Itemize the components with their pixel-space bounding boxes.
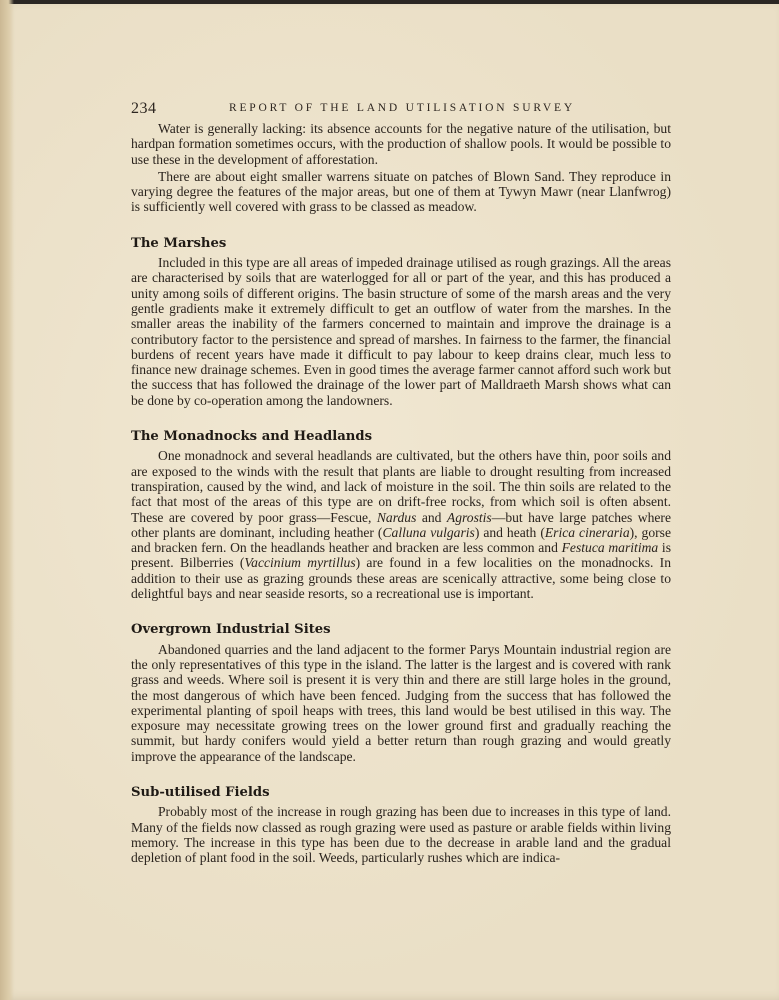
species-name: Festuca maritima [561, 540, 659, 556]
page-top-edge [0, 0, 779, 4]
paragraph: There are about eight smaller warrens situate on patches of Blown Sand. They reproduce in varying degree the features of the major areas, but one of them at Tywyn Mawr (near Llanfwrog) is sufficiently well covered with grass to be classed as meadow. [131, 168, 671, 215]
text-run: is present. Bilberries ( [131, 540, 671, 571]
body-text [131, 121, 671, 865]
paragraph: Water is generally lacking: its absence accounts for the negative nature of the utilisation, but hardpan formation sometimes occurs, with the production of shallow pools. It would be possible to use these in the development of afforestation. [131, 121, 671, 167]
text-run: —but have large patches where other plants are dominant, including heather ( [131, 509, 671, 540]
species-name: Agrostis [446, 509, 492, 525]
species-name: Nardus [376, 509, 417, 525]
section-heading-industrial: Overgrown Industrial Sites [131, 622, 331, 638]
text-run: One monadnock and several headlands are cultivated, but the others have thin, poor soils and are exposed to the winds with the result that plants are liable to drought resulting from increased transpiration, caused by the wind, and lack of moisture in the soil. The thin soils are related to the fact that most of the areas of this type are on drift-free rocks, from which soil is often absent. These are covered by poor grass—Fescue, [131, 448, 671, 525]
section-heading-marshes: The Marshes [131, 235, 227, 251]
text-run: ) are found in a few localities on the monadnocks. In addition to their use as grazing grounds these areas are scenically attractive, some being close to delightful bays and near seaside resorts, so a recreational use is important. [131, 555, 671, 602]
text-run: ) and heath ( [474, 524, 545, 540]
species-name: Calluna vulgaris [382, 524, 475, 540]
text-run: and [416, 509, 447, 525]
page-binding-edge [0, 0, 14, 1000]
species-name: Vaccinium myrtillus [244, 555, 356, 571]
section-heading-monadnocks: The Monadnocks and Headlands [131, 429, 373, 445]
running-header [131, 100, 671, 120]
paragraph: Abandoned quarries and the land adjacent to the former Parys Mountain industrial region are the only representatives of this type in the island. The latter is the largest and is covered with rank grass and weeds. Where soil is present it is very thin and there are still large holes in the ground, the most dangerous of which have been fenced. Judging from the success that has followed the experimental planting of spoil heaps with trees, this land would be best utilised in this way. The exposure may necessitate growing trees on the lower ground first and gradually reaching the summit, but hardy conifers would yield a better return than rough grazing and would greatly improve the appearance of the landscape. [131, 641, 671, 764]
paragraph [131, 448, 671, 601]
section-heading-subutilised: Sub-utilised Fields [131, 784, 270, 800]
paragraph: Probably most of the increase in rough grazing has been due to increases in this type of land. Many of the fields now classed as rough grazing were used as pasture or arable fields within living memory. The increase in this type has been due to the decrease in arable land and the gradual depletion of plant food in the soil. Weeds, particularly rushes which are indica- [131, 804, 671, 866]
paragraph: Included in this type are all areas of impeded drainage utilised as rough grazings. All the areas are characterised by soils that are waterlogged for all or part of the year, and this has produced a unity among soils of different origins. The basin structure of some of the marsh areas and the very gentle gradients make it extremely difficult to get an outflow of water from the marshes. In the smaller areas the inability of the farmers concerned to maintain and improve the drainage is a contributory factor to the persistence and spread of marshes. In fairness to the farmer, the financial burdens of recent years have made it difficult to pay labour to keep drains clear, much less to finance new drainage schemes. Even in good times the average farmer cannot afford such work but the success that has followed the drainage of the lower part of Malldraeth Marsh shows what can be done by co-operation among the landowners. [131, 255, 671, 408]
species-name: Erica cineraria [544, 524, 630, 540]
page-number: 234 [131, 100, 157, 117]
text-run: ), gorse and bracken fern. On the headlands heather and bracken are less common and [131, 524, 671, 556]
running-title: REPORT OF THE LAND UTILISATION SURVEY [229, 102, 575, 114]
